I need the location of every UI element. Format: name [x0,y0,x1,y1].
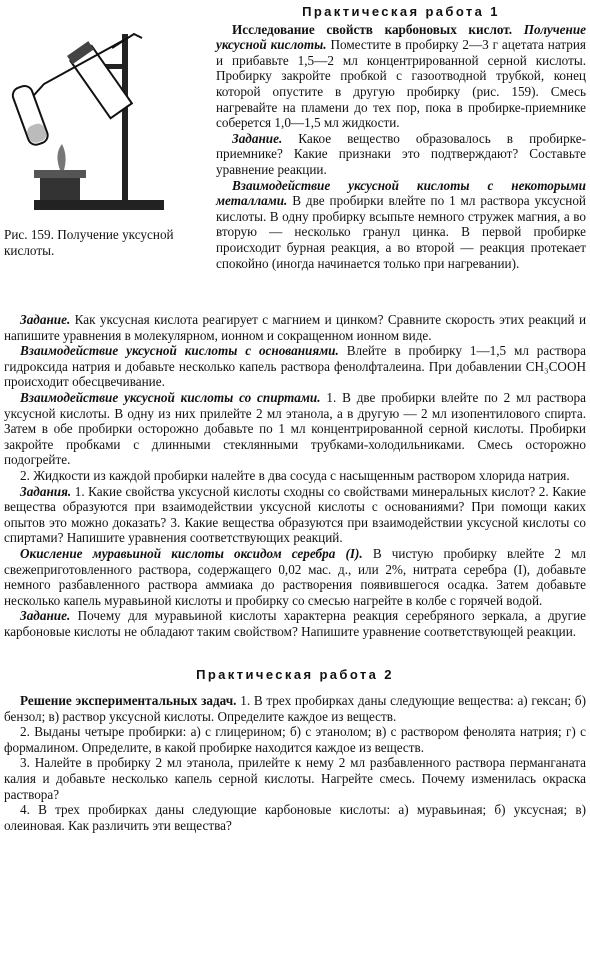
task-label: Задание. [20,312,71,327]
task-label: Задание. [20,608,71,624]
pw2-task-2: 2. Выданы четыре пробирки: а) с глицерином; б) с этанолом; в) с раствором фенолята натрия; г) с формалином. Определите, в какой пробирке находится каждое из веществ. [4,724,586,755]
pw1-paragraph-alcohols-2: 2. Жидкости из каждой пробирки налейте в два сосуда с насыщенным раствором хлорида натрия. [20,467,570,483]
pw1-section-heading: Исследование свойств карбоновых кислот. [232,21,513,37]
tasks-text: 1. Какие свойства уксусной кислоты сходны со свойствами минеральных кислот? 2. Какие вещества образуются при взаимодействии уксусной кислоты с основаниями? При помощи каких опытов это можно доказать? 3. Какие вещества образуются при взаимодействии уксусной кислоты со спиртами? Напишите уравнения соответствующих реакций. [4,483,586,546]
pw2-task-4: 4. В трех пробирках даны следующие карбоновые кислоты: а) муравьиная; б) уксусная; в) олеиновая. Как различить эти вещества? [4,802,586,833]
figure-caption: Рис. 159. Получение уксусной кислоты. [4,227,174,258]
pw1-paragraph-bases: Влейте в пробирку 1—1,5 мл раствора гидроксида натрия и добавьте несколько капель раствора фенолфталеина. При добавлении CH₃COOH происходит обесцвечивание. [4,343,587,390]
pw2-heading: Решение экспериментальных задач. [20,693,237,709]
pw1-full-width-text [4,312,586,833]
pw1-right-column [216,4,586,271]
pw1-subsection-metals: Взаимодействие уксусной кислоты с некоторыми металлами. [216,177,586,209]
tasks-label: Задания. [20,483,72,499]
pw1-subsection-formic-oxidation: Окисление муравьиной кислоты оксидом серебра (I). [20,545,363,561]
pw1-subsection-acid-preparation: Получение уксусной кислоты. [216,21,587,53]
pw1-paragraph-alcohols: 1. В две пробирки влейте по 2 мл раствора уксусной кислоты. В одну из них прилейте 2 мл этанола, а в другую — 2 мл изопентилового спирта. Затем в обе пробирки осторожно добавьте по 1 мл концентрированной серной кислоты. Пробирки закройте пробками с длинными стеклянными трубками-холодильниками. Смесь осторожно подогрейте. [4,389,587,468]
task5-text: Почему для муравьиной кислоты характерна реакция серебряного зеркала, а другие карбоновые кислоты не обладают таким свойством? Напишите уравнение соответствующей реакции. [4,608,586,639]
pw1-paragraph-preparation: Поместите в пробирку 2—3 г ацетата натрия и прибавьте 1,5—2 мл концентрированной серной кислоты. Пробирку закройте пробкой с газоотводной трубкой, конец которой опустите в другую пробирку (рис. 159). Смесь нагревайте на пламени до тех пор, пока в пробирке-приемнике соберется 1,0—1,5 мл жидкости. [216,37,586,131]
pw1-paragraph-formic-oxidation: В чистую пробирку влейте 2 мл свежеприготовленного раствора, содержащего 0,02 мас. д., или 2%, нитрата серебра (I), добавьте немного разбавленного раствора аммиака до растворения появившегося осадка. Затем добавьте несколько капель муравьиной кислоты и пробирку со смесью нагрейте в колбе с горячей водой. [4,545,586,608]
pw1-subsection-bases: Взаимодействие уксусной кислоты с основаниями. [20,343,339,359]
pw2-task-1: 1. В трех пробирках даны следующие вещества: а) гексан; б) бензол; в) раствор уксусной кислоты. Определите каждое из веществ. [4,693,587,724]
pw1-paragraph-metals: В две пробирки влейте по 1 мл раствора уксусной кислоты. В одну пробирку всыпьте немного стружек магния, а во вторую — несколько гранул цинка. В первой пробирке происходит бурная реакция, а во второй — реакция протекает спокойно (иногда начинается только при нагревании). [216,193,586,271]
lab-apparatus-illustration [4,4,204,224]
pw2-task-3: 3. Налейте в пробирку 2 мл этанола, прилейте к нему 2 мл разбавленного раствора перманганата калия и добавьте несколько капель серной кислоты. Нагрейте смесь. Почему изменилась окраска раствора? [4,755,586,802]
task2-text: Как уксусная кислота реагирует с магнием и цинком? Сравните скорость этих реакций и напишите уравнения в молекулярном, ионном и сокращенном ионном виде. [4,312,587,343]
task-label: Задание. [232,130,283,146]
task1-text: Какое вещество образовалось в пробирке-приемнике? Какие признаки это подтверждают? Составьте уравнение реакции. [216,130,587,177]
pw1-subsection-alcohols: Взаимодействие уксусной кислоты со спиртами. [20,389,321,405]
figure-159 [4,4,204,224]
pw1-title: Практическая работа 1 [302,4,500,19]
pw2-title: Практическая работа 2 [196,667,394,683]
